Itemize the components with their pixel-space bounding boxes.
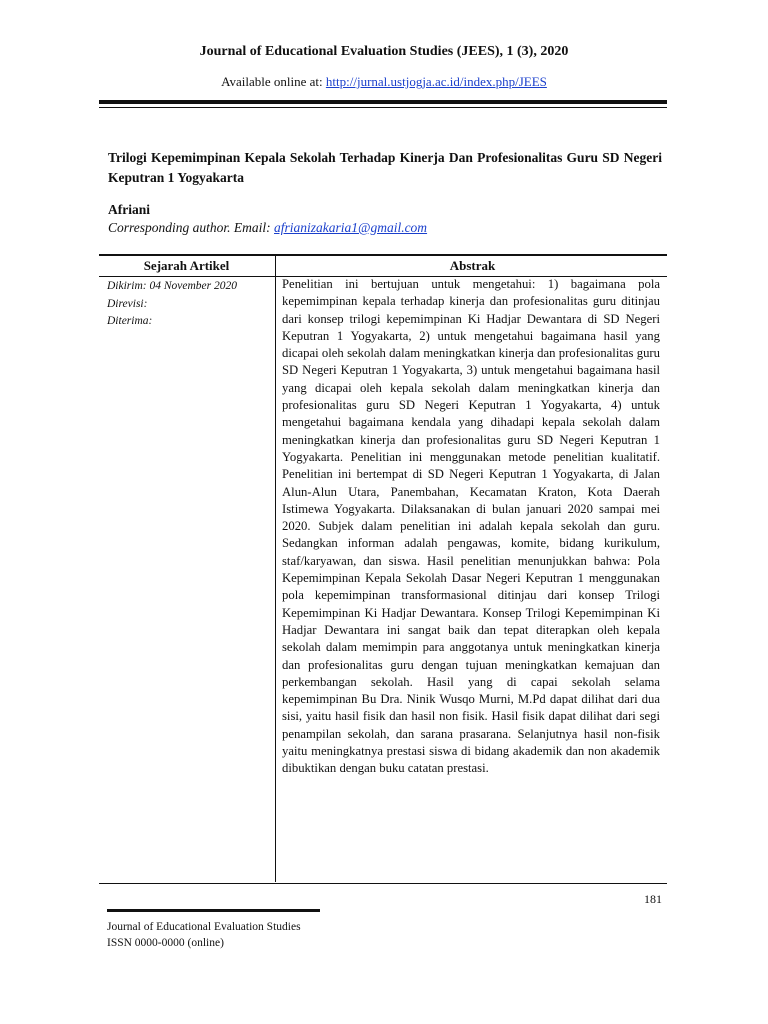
accepted-date: Diterima: bbox=[107, 315, 153, 327]
header-rule-thin bbox=[99, 107, 667, 108]
article-history bbox=[107, 278, 273, 331]
page-number: 181 bbox=[644, 892, 662, 906]
article-title: Trilogi Kepemimpinan Kepala Sekolah Terhadap Kinerja Dan Profesionalitas Guru SD Negeri Keputran 1 Yogyakarta bbox=[108, 150, 662, 185]
available-online-line bbox=[0, 74, 768, 90]
available-online-label: Available online at: bbox=[221, 74, 326, 89]
journal-url-link[interactable]: http://jurnal.ustjogja.ac.id/index.php/JEES bbox=[325, 74, 547, 89]
corresponding-author-label: Corresponding author. Email: bbox=[108, 220, 275, 235]
author-name: Afriani bbox=[108, 202, 150, 217]
corresponding-author-line bbox=[108, 220, 427, 236]
table-column-divider bbox=[275, 256, 276, 882]
footer-rule bbox=[107, 909, 320, 912]
revised-date: Direvisi: bbox=[107, 297, 148, 310]
abstract-header: Abstrak bbox=[449, 258, 496, 273]
abstract-text: Penelitian ini bertujuan untuk mengetahui: 1) bagaimana pola kepemimpinan kepala terhadap kinerja dan profesionalitas guru ditinjau dari konsep trilogi kepemimpinan Ki Hadjar Dewantara di SD Negeri Keputran 1 Yogyakarta, 2) untuk mengetahui bagaimana hasil yang dicapai oleh sekolah dalam meningkatkan kinerja dan profesionalitas guru SD Negeri Keputran 1 Yogyakarta, 3) untuk mengetahui bagaimana hasil yang dicapai oleh kepala sekolah dalam meningkatkan kinerja dan profesionalitas guru SD Negeri Keputran 1 Yogyakarta, 4) untuk mengetahui bagaimana kendala yang dihadapi kepala sekolah dalam meningkatkan kinerja dan profesionalitas guru SD Negeri Keputran 1 Yogyakarta. Penelitian ini menggunakan metode penelitian kualitatif. Penelitian ini bertempat di SD Negeri Keputran 1 Yogyakarta, di Jalan Alun-Alun Utara, Panembahan, Kecamatan Kraton, Kota Daerah Istimewa Yogyakarta. Dilaksanakan di bulan januari 2020 sampai mei 2020. Subjek dalam penelitian ini adalah kepala sekolah dan guru. Sedangkan informan adalah pengawas, komite, bidang kurikulum, staf/karyawan, dan siswa. Hasil penelitian menunjukkan bahwa: Pola Kepemimpinan Kepala Sekolah Dasar Negeri Keputran 1 menggunakan pola kepemimpinan transformasional ditinjau dari konsep Trilogi Kepemimpinan Ki Hadjar Dewantara. Konsep Trilogi Kepemimpinan Ki Hadjar Dewantara ini sangat baik dan tepat diterapkan oleh kepala sekolah dalam memimpin para anggotanya untuk meningkatkan kinerja dan profesionalitas guru dengan tujuan meningkatkan kemajuan dan perkembangan sekolah. Hasil yang di capai sekolah selama kepemimpinan Bu Dra. Ninik Wusqo Murni, M.Pd dapat dilihat dari dua sisi, yaitu hasil fisik dan hasil non fisik. Hasil fisik dapat dilihat dari segi penampilan sekolah, dan sarana prasarana. Selanjutnya hasil non-fisik yaitu meningkatnya prestasi siswa di bidang akademik dan non akademik dibuktikan dengan buku catatan prestasi. bbox=[282, 277, 660, 776]
article-history-header: Sejarah Artikel bbox=[143, 258, 230, 273]
corresponding-email-link[interactable]: afrianizakaria1@gmail.com bbox=[274, 220, 428, 235]
footer-journal-name: Journal of Educational Evaluation Studies bbox=[107, 921, 301, 933]
journal-header-title: Journal of Educational Evaluation Studies (JEES), 1 (3), 2020 bbox=[199, 44, 569, 59]
header-rule-thick bbox=[99, 100, 667, 104]
submitted-date: Dikirim: 04 November 2020 bbox=[107, 280, 237, 292]
table-bottom-rule bbox=[99, 883, 667, 884]
footer-issn: ISSN 0000-0000 (online) bbox=[107, 937, 224, 949]
